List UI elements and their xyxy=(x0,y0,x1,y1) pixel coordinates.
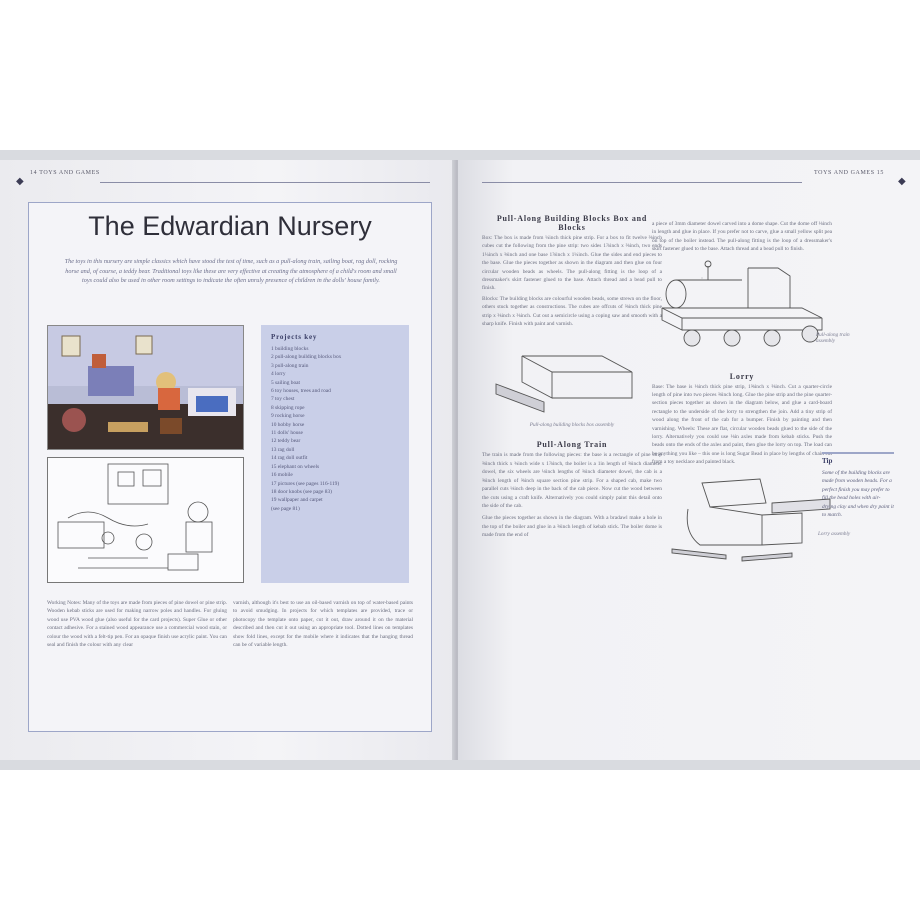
header-rule xyxy=(482,182,802,183)
box-diagram xyxy=(482,338,662,422)
page-title: The Edwardian Nursery xyxy=(88,211,372,241)
box-instructions: Box: The box is made from ¼inch thick pine strip. For a box to fit twelve ⅜inch cubes cut the following from the pine strip: two sides 1⅞inch x ⅜inch, two ends 1¼inch x ⅜inch and one base 1⅞inch x 1¼inch. Glue the sides and end pieces to the base. Glue the pieces together as shown in the diagram and then glue on four circular wooden beads as wheels. The pull-along fitting is the loop of a dressmaker's skirt fastener glued to the base. Attach thread and a bead pull to finish. xyxy=(482,235,662,292)
projects-key xyxy=(261,325,409,583)
key-item: 2 pull-along building blocks box xyxy=(271,354,342,361)
train-caption: Pull-along train assembly xyxy=(816,331,850,344)
projects-key-title: Projects key xyxy=(271,333,318,341)
key-line-drawing xyxy=(47,457,244,583)
key-item: 13 rag doll xyxy=(271,446,295,453)
key-item: 17 pictures (see pages 116-119) xyxy=(271,480,340,487)
tip-box xyxy=(822,452,894,519)
section-heading-lorry: Lorry xyxy=(729,371,755,381)
left-running-head: 14 TOYS AND GAMES xyxy=(30,170,100,176)
train-instructions-1: The train is made from the following pieces: the base is a rectangle of pine strip ⅜inch thick x ¾inch wide x 1⅞inch, the boiler is a 1in length of ⅜inch diameter dowel, the six wheels are ⅛inch lengths of ⅜inch diameter dowel, the cab is a ⅝inch length of ⅝inch square section pine strip. For a shaped cab, make two parallel cuts ⅛inch deep in the back of the cab piece. Now cut the wood between the cuts using a craft knife. Alternatively you could simply paint this detail onto the side of the cab. xyxy=(482,452,662,509)
key-item: 4 lorry xyxy=(271,371,286,378)
key-item: 12 teddy bear xyxy=(271,438,301,445)
key-item: 14 rag doll outfit xyxy=(271,455,308,462)
key-item: 3 pull-along train xyxy=(271,362,309,369)
key-item: 16 mobile xyxy=(271,472,293,479)
key-item: 15 elephant on wheels xyxy=(271,463,320,470)
key-item: 9 rocking horse xyxy=(271,413,305,420)
lorry-caption: Lorry assembly xyxy=(818,530,851,537)
box-caption: Pull-along building blocks box assembly xyxy=(529,422,615,429)
key-item: 5 sailing boat xyxy=(271,379,301,386)
key-item: 18 door knobs (see page 83) xyxy=(271,488,332,495)
nursery-photo xyxy=(47,325,244,450)
right-column-1 xyxy=(482,214,662,540)
train-instructions-2: Glue the pieces together as shown in the diagram. With a bradawl make a hole in the top of the boiler and glue in a ⅜inch length of kebab stick. The boiler dome is made from the end of xyxy=(482,515,662,539)
train-diagram xyxy=(652,258,850,358)
right-page xyxy=(458,160,920,760)
key-item: 8 skipping rope xyxy=(271,404,305,411)
section-heading-blocks: Pull-Along Building Blocks Box and Blocks xyxy=(496,214,648,232)
header-rule xyxy=(100,182,430,183)
section-heading-train: Pull-Along Train xyxy=(536,440,608,450)
key-item: (see page 81) xyxy=(271,505,300,512)
key-item: 7 toy chest xyxy=(271,396,295,403)
nursery-panel xyxy=(28,202,432,732)
diamond-ornament-icon: ◆ xyxy=(16,176,24,187)
tip-title: Tip xyxy=(822,452,894,465)
intro-text: The toys in this nursery are simple classics which have stood the test of time, such as a pull-along train, sailing boat, rag doll, rocking horse and, of course, a teddy bear. Traditional toys like these are very effective at creating the atmosphere of a child's room and small toys could also be used in other room settings to indicate the often unruly presence of children in the dolls' house family. xyxy=(64,258,398,284)
lorry-instructions: Base: The base is ⅛inch thick pine strip, 1⅝inch x ⅝inch. Cut a quarter-circle length of pine into two pieces ⅜inch long. Glue the pine strip and the pine quarter-section pieces together as shown in the diagram below, and glue a card-board rectangle to the underside of the lorry to strengthen the join. Add a tiny strip of wood along the front of the cab for a bumper. Finish by painting and then varnishing. Wheels: These are flat, circular wooden beads glued to the side of the lorry. Alternatively you could use ⅛in axles made from kebab sticks. Push the beads onto the ends of the axles and paint, then glue the lorry on top. The load can be anything you like – this one is long Sugar Bead in place by lengths of chain cut from a toy necklace and painted black. xyxy=(652,383,832,466)
train-instructions-cont: a piece of 3mm diameter dowel carved into a dome shape. Cut the dome off ⅛inch in length and glue in place. If you prefer not to carve, glue a small yellow split pea on top of the boiler instead. The pull-along fitting is the loop of a dressmaker's skirt fastener glued to the base. Attach thread and a bead pull to finish. xyxy=(652,221,832,253)
left-page xyxy=(0,160,456,760)
working-notes-col2: varnish, although it's best to use an oil-based varnish on top of water-based paints to avoid smudging. In projects for which templates are provided, trace or photocopy the template onto paper, cut it out, draw around it on the material described and then cut it out using an appropriate tool. Dotted lines on templates show fold lines, except for the mobile where it indicates that the hanging thread can be of variable length. xyxy=(233,600,413,649)
right-column-2 xyxy=(652,218,851,573)
blocks-instructions: Blocks: The building blocks are colourful wooden beads, some strewn on the floor, others stuck together as constructions. The cubes are offcuts of ⅜inch thick pine strip x ⅜inch x ⅜inch. Cut out a semicircle using a coping saw and smooth with a sharp knife. Finish with paint and varnish. xyxy=(482,295,662,328)
key-item: 10 hobby horse xyxy=(271,421,305,428)
working-notes-col1: Working Notes: Many of the toys are made from pieces of pine dowel or pine strip. Wooden kebab sticks are used for making narrow poles and handles. For gluing wood use PVA wood glue (also useful for the card projects). Super Glue or other contact adhesive. For a stained wood appearance use a commercial wood stain, or colour the wood with a felt-tip pen. For an opaque finish use acrylic paint. You can seal and finish the colour with any clear xyxy=(47,600,227,649)
lorry-diagram xyxy=(652,473,851,573)
tip-text: Some of the building blocks are made from wooden beads. For a perfect finish you may prefer to fill the bead holes with air-drying clay and when dry paint it to match. xyxy=(822,470,894,519)
key-item: 6 toy houses, trees and road xyxy=(271,388,331,395)
key-item: 1 building blocks xyxy=(271,346,309,352)
diamond-ornament-icon: ◆ xyxy=(898,176,906,187)
right-running-head: TOYS AND GAMES 15 xyxy=(814,170,884,176)
key-item: 11 dolls' house xyxy=(271,430,303,437)
key-item: 19 wallpaper and carpet xyxy=(271,497,323,504)
